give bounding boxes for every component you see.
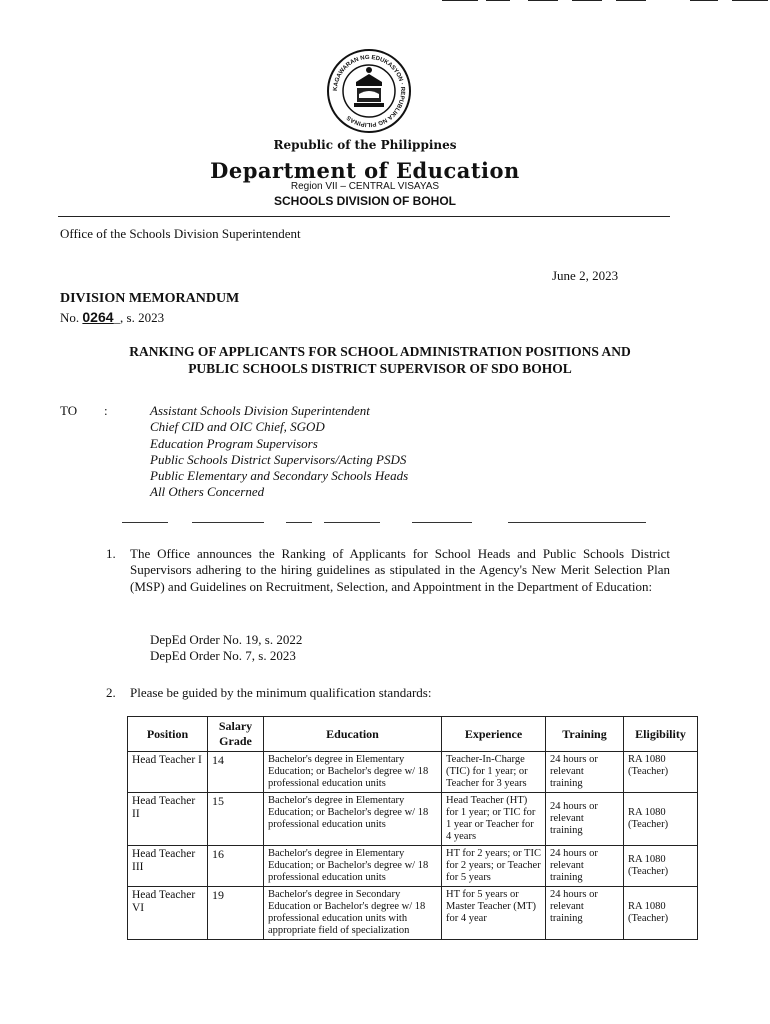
cell-position: Head Teacher II xyxy=(128,793,208,846)
recipient: Assistant Schools Division Superintendent xyxy=(150,403,370,418)
to-colon: : xyxy=(104,403,108,418)
table-row xyxy=(128,846,698,887)
scan-artifact-line xyxy=(690,0,718,1)
memo-number-prefix: No. xyxy=(60,310,83,325)
order-reference: DepEd Order No. 19, s. 2022 xyxy=(150,632,303,647)
memo-subject xyxy=(60,343,700,377)
cell-training: 24 hours or relevant training xyxy=(546,752,624,793)
separator-dash xyxy=(412,522,472,523)
cell-eligibility: RA 1080 (Teacher) xyxy=(624,752,698,793)
paragraph-number: 1. xyxy=(106,546,116,561)
cell-training: 24 hours or relevant training xyxy=(546,793,624,846)
office-line: Office of the Schools Division Superintendent xyxy=(60,226,301,241)
republic-heading: Republic of the Philippines xyxy=(273,138,457,152)
separator-dash xyxy=(324,522,380,523)
cell-salary-grade: 15 xyxy=(208,793,264,846)
cell-position: Head Teacher VI xyxy=(128,887,208,940)
cell-education: Bachelor's degree in Elementary Education; or Bachelor's degree w/ 18 professional education units xyxy=(264,846,442,887)
cell-salary-grade: 14 xyxy=(208,752,264,793)
memo-number-suffix: _, s. 2023 xyxy=(113,310,165,325)
separator-dash xyxy=(508,522,646,523)
cell-experience: Teacher-In-Charge (TIC) for 1 year; or Teacher for 3 years xyxy=(442,752,546,793)
table-row xyxy=(128,887,698,940)
scan-artifact-line xyxy=(616,0,646,1)
cell-education: Bachelor's degree in Secondary Education or Bachelor's degree w/ 18 professional education units with appropriate field of specialization xyxy=(264,887,442,940)
cell-eligibility: RA 1080 (Teacher) xyxy=(624,846,698,887)
column-header: Salary Grade xyxy=(208,717,264,752)
cell-salary-grade: 16 xyxy=(208,846,264,887)
paragraph-2: Please be guided by the minimum qualification standards: xyxy=(130,685,432,700)
memo-title: DIVISION MEMORANDUM xyxy=(60,291,240,306)
cell-position: Head Teacher I xyxy=(128,752,208,793)
memo-date: June 2, 2023 xyxy=(552,268,619,283)
column-header: Eligibility xyxy=(624,717,698,752)
separator-dash xyxy=(192,522,264,523)
table-header-row xyxy=(128,717,698,752)
paragraph-1: The Office announces the Ranking of Applicants for School Heads and Public Schools District Supervisors adhering to the hiring guidelines as stipulated in the Agency's New Merit Selection Plan (MSP) and Guidelines on Recruitment, Selection, and Appointment in the Department of Education: xyxy=(130,546,670,594)
column-header: Experience xyxy=(442,717,546,752)
header-divider xyxy=(58,216,670,217)
cell-training: 24 hours or relevant training xyxy=(546,887,624,940)
cell-experience: Head Teacher (HT) for 1 year; or TIC for 1 year or Teacher for 4 years xyxy=(442,793,546,846)
region-heading: Region VII – CENTRAL VISAYAS xyxy=(290,181,440,192)
recipient-list xyxy=(150,403,408,501)
qualification-standards-table xyxy=(127,716,698,940)
recipient: Public Elementary and Secondary Schools Heads xyxy=(150,468,409,484)
cell-eligibility: RA 1080 (Teacher) xyxy=(624,887,698,940)
cell-experience: HT for 5 years or Master Teacher (MT) for 4 year xyxy=(442,887,546,940)
cell-education: Bachelor's degree in Elementary Education; or Bachelor's degree w/ 18 professional education units xyxy=(264,793,442,846)
scan-artifact-line xyxy=(442,0,478,1)
recipient: All Others Concerned xyxy=(150,484,265,500)
deped-orders xyxy=(150,632,302,665)
cell-training: 24 hours or relevant training xyxy=(546,846,624,887)
separator-dash xyxy=(286,522,312,523)
scan-artifact-line xyxy=(528,0,558,1)
table-row xyxy=(128,752,698,793)
scan-artifact-line xyxy=(732,0,768,1)
division-heading: SCHOOLS DIVISION OF BOHOL xyxy=(273,194,456,208)
cell-eligibility: RA 1080 (Teacher) xyxy=(624,793,698,846)
svg-text:KAGAWARAN NG EDUKASYON · REPUB: KAGAWARAN NG EDUKASYON · REPUBLIKA NG PILIPINAS xyxy=(332,54,406,128)
memo-number xyxy=(60,309,164,326)
scan-artifact-line xyxy=(486,0,510,1)
recipient: Public Schools District Supervisors/Acting PSDS xyxy=(150,451,407,467)
subject-line: PUBLIC SCHOOLS DISTRICT SUPERVISOR OF SDO BOHOL xyxy=(188,361,572,376)
deped-seal-logo xyxy=(326,48,412,134)
cell-position: Head Teacher III xyxy=(128,846,208,887)
to-label: TO xyxy=(60,403,78,418)
table-row xyxy=(128,793,698,846)
cell-education: Bachelor's degree in Elementary Education; or Bachelor's degree w/ 18 professional education units xyxy=(264,752,442,793)
memo-number-value: 0264 xyxy=(82,309,114,325)
column-header: Position xyxy=(128,717,208,752)
column-header: Training xyxy=(546,717,624,752)
recipient: Chief CID and OIC Chief, SGOD xyxy=(150,419,325,435)
paragraph-number: 2. xyxy=(106,685,116,700)
cell-salary-grade: 19 xyxy=(208,887,264,940)
department-heading: Department of Education xyxy=(210,158,520,183)
order-reference: DepEd Order No. 7, s. 2023 xyxy=(150,648,296,664)
recipient: Education Program Supervisors xyxy=(150,435,318,451)
scan-artifact-line xyxy=(572,0,602,1)
column-header: Education xyxy=(264,717,442,752)
subject-line: RANKING OF APPLICANTS FOR SCHOOL ADMINISTRATION POSITIONS AND xyxy=(129,344,631,359)
separator-dash xyxy=(122,522,168,523)
cell-experience: HT for 2 years; or TIC for 2 years; or Teacher for 5 years xyxy=(442,846,546,887)
